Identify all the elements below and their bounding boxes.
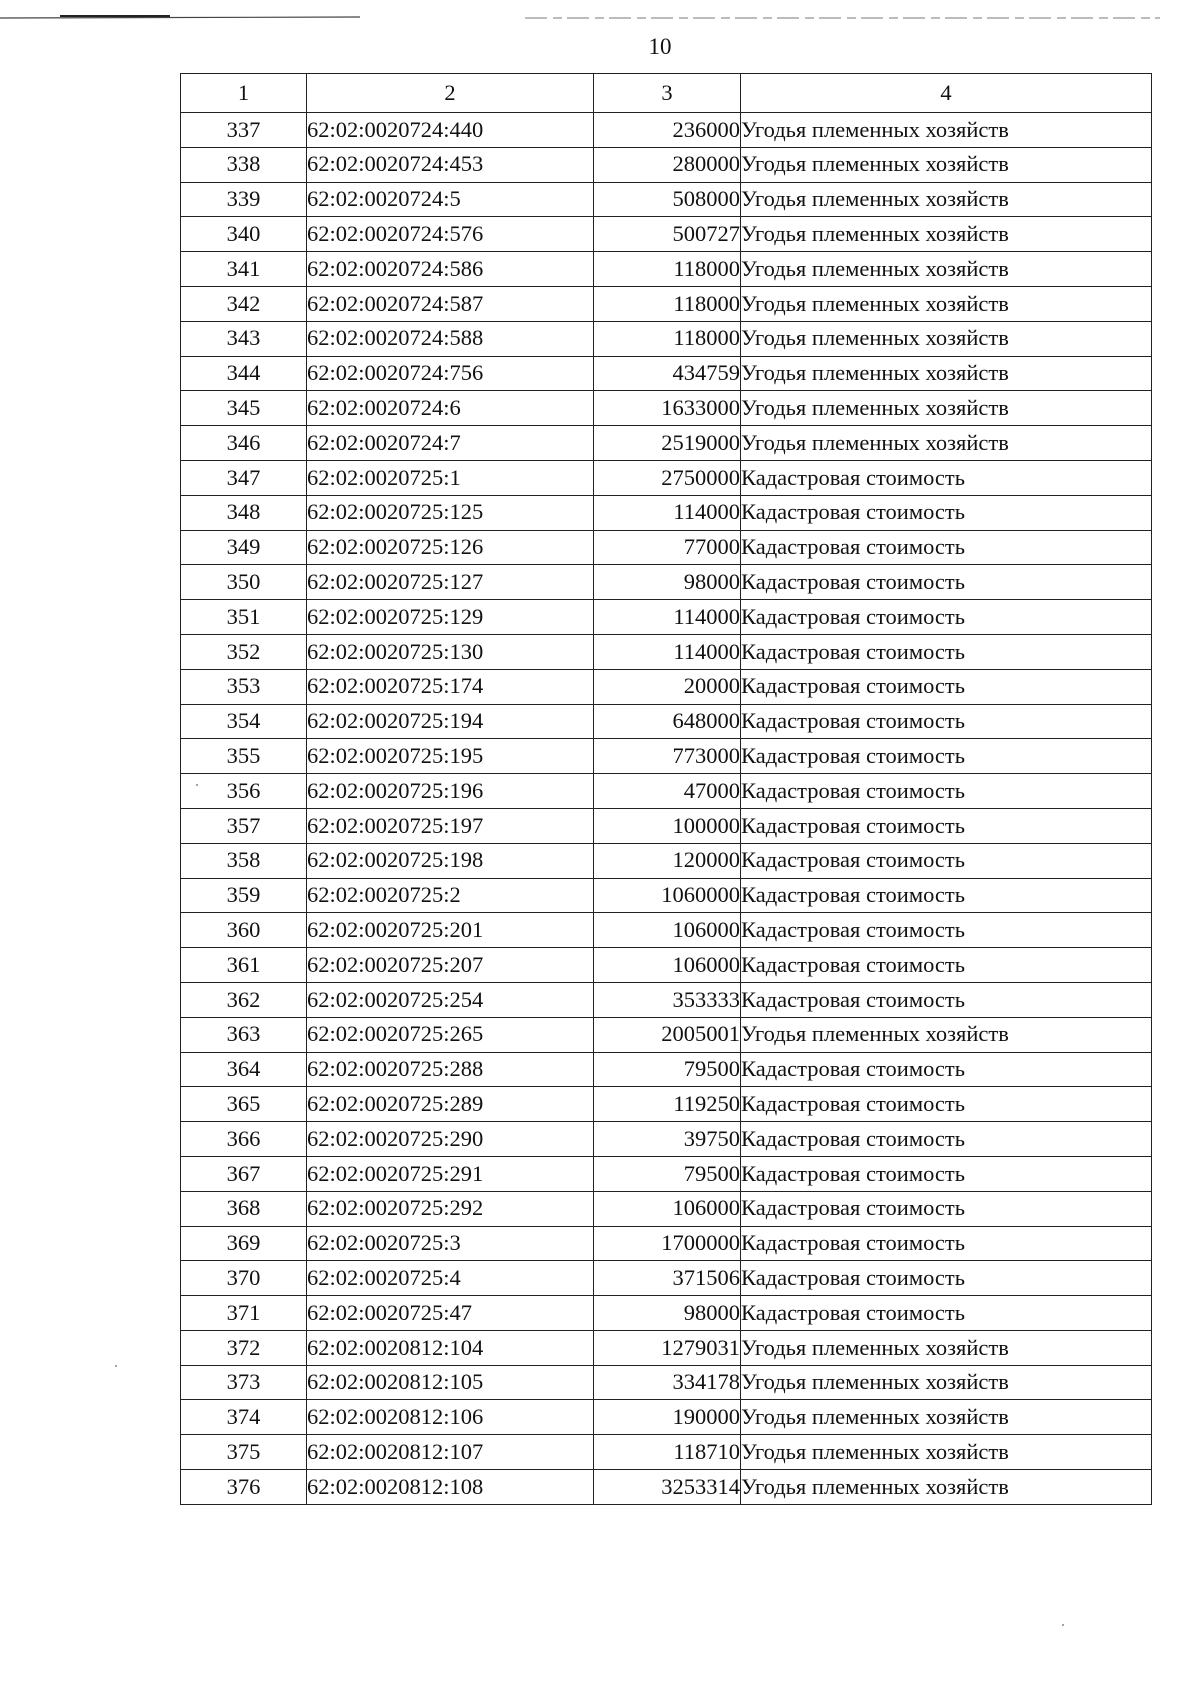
table-row <box>181 1122 1152 1157</box>
table-row <box>181 1365 1152 1400</box>
cadastral-number: 62:02:0020725:254 <box>307 982 594 1017</box>
cost-description: Кадастровая стоимость <box>741 634 1152 669</box>
cost-value: 100000 <box>594 808 741 843</box>
cost-value: 79500 <box>594 1156 741 1191</box>
cadastral-number: 62:02:0020725:288 <box>307 1052 594 1087</box>
column-header-1: 1 <box>181 74 307 113</box>
cost-description: Кадастровая стоимость <box>741 878 1152 913</box>
row-number: 351 <box>181 600 307 635</box>
table-row <box>181 1330 1152 1365</box>
cost-description: Кадастровая стоимость <box>741 982 1152 1017</box>
cadastral-number: 62:02:0020725:3 <box>307 1226 594 1261</box>
cost-value: 118000 <box>594 321 741 356</box>
cadastral-number: 62:02:0020724:440 <box>307 113 594 148</box>
cadastral-number: 62:02:0020725:292 <box>307 1191 594 1226</box>
cost-description: Угодья племенных хозяйств <box>741 1400 1152 1435</box>
row-number: 372 <box>181 1330 307 1365</box>
table-row <box>181 982 1152 1017</box>
cost-value: 1633000 <box>594 391 741 426</box>
cost-description: Кадастровая стоимость <box>741 460 1152 495</box>
table-row <box>181 1296 1152 1331</box>
row-number: 356 <box>181 774 307 809</box>
cadastral-number: 62:02:0020725:290 <box>307 1122 594 1157</box>
cost-value: 119250 <box>594 1087 741 1122</box>
cadastral-number: 62:02:0020725:126 <box>307 530 594 565</box>
table-row <box>181 217 1152 252</box>
cadastral-number: 62:02:0020725:265 <box>307 1017 594 1052</box>
cost-value: 2750000 <box>594 460 741 495</box>
column-header-4: 4 <box>741 74 1152 113</box>
cadastral-number: 62:02:0020724:6 <box>307 391 594 426</box>
row-number: 349 <box>181 530 307 565</box>
row-number: 338 <box>181 147 307 182</box>
table-header-row <box>181 74 1152 113</box>
cadastral-number: 62:02:0020725:207 <box>307 948 594 983</box>
cost-description: Кадастровая стоимость <box>741 1191 1152 1226</box>
table-row <box>181 252 1152 287</box>
cost-description: Угодья племенных хозяйств <box>741 391 1152 426</box>
cost-value: 47000 <box>594 774 741 809</box>
table-row <box>181 321 1152 356</box>
cadastral-number: 62:02:0020725:47 <box>307 1296 594 1331</box>
cost-value: 500727 <box>594 217 741 252</box>
row-number: 376 <box>181 1470 307 1505</box>
cadastral-number: 62:02:0020724:576 <box>307 217 594 252</box>
cadastral-number: 62:02:0020812:107 <box>307 1435 594 1470</box>
table-row <box>181 495 1152 530</box>
table-row <box>181 600 1152 635</box>
row-number: 367 <box>181 1156 307 1191</box>
table-row <box>181 808 1152 843</box>
row-number: 355 <box>181 739 307 774</box>
cadastral-number: 62:02:0020812:108 <box>307 1470 594 1505</box>
cadastral-number: 62:02:0020725:197 <box>307 808 594 843</box>
cost-description: Кадастровая стоимость <box>741 1052 1152 1087</box>
cost-value: 98000 <box>594 565 741 600</box>
row-number: 366 <box>181 1122 307 1157</box>
table-row <box>181 1226 1152 1261</box>
table-row <box>181 1087 1152 1122</box>
cadastral-number: 62:02:0020812:106 <box>307 1400 594 1435</box>
row-number: 369 <box>181 1226 307 1261</box>
cost-description: Угодья племенных хозяйств <box>741 1470 1152 1505</box>
table-row <box>181 356 1152 391</box>
cadastral-number: 62:02:0020812:105 <box>307 1365 594 1400</box>
cost-description: Угодья племенных хозяйств <box>741 356 1152 391</box>
cadastral-number: 62:02:0020725:195 <box>307 739 594 774</box>
table-row <box>181 634 1152 669</box>
column-header-3: 3 <box>594 74 741 113</box>
cost-value: 114000 <box>594 634 741 669</box>
row-number: 352 <box>181 634 307 669</box>
row-number: 343 <box>181 321 307 356</box>
cost-value: 353333 <box>594 982 741 1017</box>
cadastral-number: 62:02:0020725:129 <box>307 600 594 635</box>
cost-value: 20000 <box>594 669 741 704</box>
cadastral-number: 62:02:0020725:1 <box>307 460 594 495</box>
row-number: 368 <box>181 1191 307 1226</box>
table-row <box>181 948 1152 983</box>
cost-description: Угодья племенных хозяйств <box>741 113 1152 148</box>
table-row <box>181 1052 1152 1087</box>
cost-value: 106000 <box>594 1191 741 1226</box>
row-number: 353 <box>181 669 307 704</box>
table-row <box>181 460 1152 495</box>
cost-description: Кадастровая стоимость <box>741 530 1152 565</box>
cost-value: 118000 <box>594 286 741 321</box>
table-row <box>181 843 1152 878</box>
cadastral-number: 62:02:0020725:174 <box>307 669 594 704</box>
cost-value: 371506 <box>594 1261 741 1296</box>
cost-description: Угодья племенных хозяйств <box>741 217 1152 252</box>
cost-description: Кадастровая стоимость <box>741 1087 1152 1122</box>
cadastral-number: 62:02:0020724:5 <box>307 182 594 217</box>
cost-value: 280000 <box>594 147 741 182</box>
cost-value: 120000 <box>594 843 741 878</box>
scan-speck <box>115 1365 117 1367</box>
cost-value: 77000 <box>594 530 741 565</box>
cadastral-number: 62:02:0020724:588 <box>307 321 594 356</box>
cost-value: 1700000 <box>594 1226 741 1261</box>
row-number: 350 <box>181 565 307 600</box>
cost-value: 1060000 <box>594 878 741 913</box>
row-number: 361 <box>181 948 307 983</box>
row-number: 371 <box>181 1296 307 1331</box>
row-number: 341 <box>181 252 307 287</box>
cost-value: 236000 <box>594 113 741 148</box>
cadastral-number: 62:02:0020724:587 <box>307 286 594 321</box>
cost-description: Кадастровая стоимость <box>741 843 1152 878</box>
table-row <box>181 1017 1152 1052</box>
cost-description: Кадастровая стоимость <box>741 565 1152 600</box>
cost-value: 3253314 <box>594 1470 741 1505</box>
cadastral-number: 62:02:0020725:201 <box>307 913 594 948</box>
cost-description: Кадастровая стоимость <box>741 669 1152 704</box>
cost-value: 114000 <box>594 600 741 635</box>
cadastral-number: 62:02:0020725:289 <box>307 1087 594 1122</box>
cost-description: Кадастровая стоимость <box>741 1226 1152 1261</box>
scan-artifact-top-edge <box>0 12 1200 22</box>
cost-value: 118710 <box>594 1435 741 1470</box>
cost-value: 106000 <box>594 913 741 948</box>
row-number: 375 <box>181 1435 307 1470</box>
cost-value: 98000 <box>594 1296 741 1331</box>
cost-description: Кадастровая стоимость <box>741 808 1152 843</box>
cost-value: 773000 <box>594 739 741 774</box>
cost-description: Угодья племенных хозяйств <box>741 252 1152 287</box>
row-number: 348 <box>181 495 307 530</box>
cadastral-number: 62:02:0020725:127 <box>307 565 594 600</box>
row-number: 373 <box>181 1365 307 1400</box>
cadastral-number: 62:02:0020725:2 <box>307 878 594 913</box>
row-number: 359 <box>181 878 307 913</box>
row-number: 347 <box>181 460 307 495</box>
cost-description: Угодья племенных хозяйств <box>741 426 1152 461</box>
cadastral-number: 62:02:0020725:194 <box>307 704 594 739</box>
cost-description: Угодья племенных хозяйств <box>741 1435 1152 1470</box>
table-row <box>181 704 1152 739</box>
table-row <box>181 1156 1152 1191</box>
table-row <box>181 147 1152 182</box>
row-number: 370 <box>181 1261 307 1296</box>
row-number: 363 <box>181 1017 307 1052</box>
cost-value: 2005001 <box>594 1017 741 1052</box>
cadastral-number: 62:02:0020725:130 <box>307 634 594 669</box>
cadastral-number: 62:02:0020812:104 <box>307 1330 594 1365</box>
cost-description: Кадастровая стоимость <box>741 600 1152 635</box>
page-number: 10 <box>648 34 672 59</box>
cost-description: Кадастровая стоимость <box>741 913 1152 948</box>
cost-description: Угодья племенных хозяйств <box>741 182 1152 217</box>
cost-description: Угодья племенных хозяйств <box>741 1365 1152 1400</box>
cadastral-number: 62:02:0020725:4 <box>307 1261 594 1296</box>
scan-speck <box>1062 1624 1064 1626</box>
table-row <box>181 182 1152 217</box>
table-row <box>181 1400 1152 1435</box>
cost-description: Кадастровая стоимость <box>741 739 1152 774</box>
row-number: 337 <box>181 113 307 148</box>
cadastral-number: 62:02:0020725:291 <box>307 1156 594 1191</box>
row-number: 374 <box>181 1400 307 1435</box>
table-row <box>181 426 1152 461</box>
cadastral-number: 62:02:0020724:586 <box>307 252 594 287</box>
cost-description: Угодья племенных хозяйств <box>741 286 1152 321</box>
cost-value: 118000 <box>594 252 741 287</box>
cost-value: 648000 <box>594 704 741 739</box>
row-number: 362 <box>181 982 307 1017</box>
table-row <box>181 774 1152 809</box>
table-row <box>181 913 1152 948</box>
row-number: 342 <box>181 286 307 321</box>
row-number: 344 <box>181 356 307 391</box>
table-row <box>181 1191 1152 1226</box>
cost-description: Угодья племенных хозяйств <box>741 321 1152 356</box>
row-number: 365 <box>181 1087 307 1122</box>
cost-description: Угодья племенных хозяйств <box>741 1017 1152 1052</box>
cost-value: 2519000 <box>594 426 741 461</box>
cadastral-number: 62:02:0020725:125 <box>307 495 594 530</box>
cost-value: 39750 <box>594 1122 741 1157</box>
table-row <box>181 1470 1152 1505</box>
row-number: 364 <box>181 1052 307 1087</box>
cadastral-number: 62:02:0020724:756 <box>307 356 594 391</box>
table-row <box>181 669 1152 704</box>
cost-description: Угодья племенных хозяйств <box>741 1330 1152 1365</box>
cost-value: 114000 <box>594 495 741 530</box>
row-number: 358 <box>181 843 307 878</box>
cadastral-number: 62:02:0020725:198 <box>307 843 594 878</box>
cost-description: Кадастровая стоимость <box>741 495 1152 530</box>
cost-value: 334178 <box>594 1365 741 1400</box>
table-row <box>181 530 1152 565</box>
table-row <box>181 878 1152 913</box>
row-number: 360 <box>181 913 307 948</box>
parcel-table <box>180 73 1152 1505</box>
cost-value: 79500 <box>594 1052 741 1087</box>
cost-value: 1279031 <box>594 1330 741 1365</box>
row-number: 346 <box>181 426 307 461</box>
cost-value: 508000 <box>594 182 741 217</box>
cost-description: Кадастровая стоимость <box>741 1122 1152 1157</box>
cost-description: Кадастровая стоимость <box>741 1156 1152 1191</box>
table-row <box>181 739 1152 774</box>
table-row <box>181 113 1152 148</box>
cost-description: Кадастровая стоимость <box>741 1296 1152 1331</box>
cadastral-number: 62:02:0020724:7 <box>307 426 594 461</box>
cost-description: Кадастровая стоимость <box>741 704 1152 739</box>
cost-value: 434759 <box>594 356 741 391</box>
table-row <box>181 1435 1152 1470</box>
cost-description: Кадастровая стоимость <box>741 948 1152 983</box>
table-row <box>181 286 1152 321</box>
row-number: 354 <box>181 704 307 739</box>
cost-description: Кадастровая стоимость <box>741 1261 1152 1296</box>
table-row <box>181 391 1152 426</box>
row-number: 345 <box>181 391 307 426</box>
row-number: 357 <box>181 808 307 843</box>
table-row <box>181 565 1152 600</box>
row-number: 339 <box>181 182 307 217</box>
cost-value: 190000 <box>594 1400 741 1435</box>
table-row <box>181 1261 1152 1296</box>
row-number: 340 <box>181 217 307 252</box>
cost-value: 106000 <box>594 948 741 983</box>
cadastral-number: 62:02:0020725:196 <box>307 774 594 809</box>
cost-description: Кадастровая стоимость <box>741 774 1152 809</box>
cadastral-number: 62:02:0020724:453 <box>307 147 594 182</box>
column-header-2: 2 <box>307 74 594 113</box>
cost-description: Угодья племенных хозяйств <box>741 147 1152 182</box>
